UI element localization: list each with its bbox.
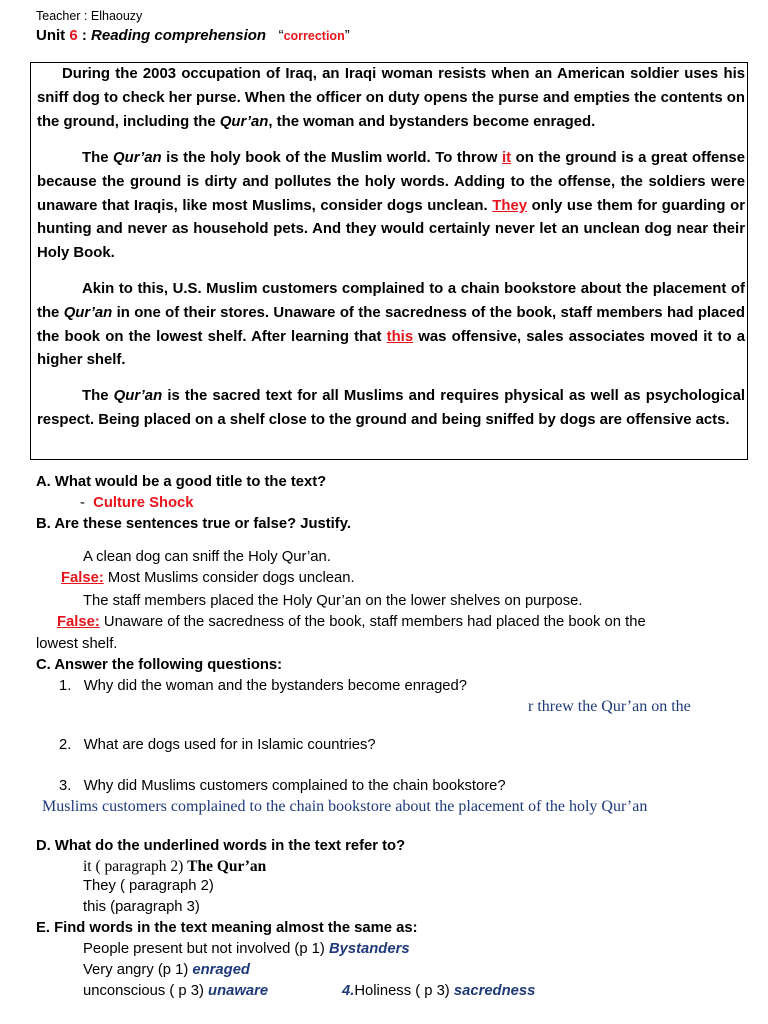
word-1: People present but not involved (p 1) Bystanders <box>83 941 410 957</box>
underlined-this: this <box>386 328 414 345</box>
statement-2: The staff members placed the Holy Qur’an on the lower shelves on purpose. <box>83 593 583 609</box>
question-a: A. What would be a good title to the text? <box>36 474 327 490</box>
unit-number: 6 <box>69 27 78 44</box>
question-c: C. Answer the following questions: <box>36 657 283 673</box>
correction-label: “correction” <box>270 27 350 44</box>
question-d: D. What do the underlined words in the text refer to? <box>36 838 406 854</box>
unit-separator: : <box>81 27 87 44</box>
word-1-answer: Bystanders <box>328 941 410 957</box>
paragraph-4: The Qur’an is the sacred text for all Muslims and requires physical as well as psychological respect. Being placed on a shelf close to the ground and being sniffed by dogs are offensive acts. <box>37 388 745 428</box>
answer-a: - Culture Shock <box>80 495 194 511</box>
false-label-2: False: <box>57 614 100 630</box>
question-b: B. Are these sentences true or false? Justify. <box>36 516 351 532</box>
reference-they: They ( paragraph 2) <box>83 878 214 894</box>
word-4: 4.Holiness ( p 3) sacredness <box>342 983 536 999</box>
reference-this: this (paragraph 3) <box>83 899 200 915</box>
paragraph-3: Akin to this, U.S. Muslim customers complained to a chain bookstore about the placement of the Qur’an in one of their stores. Unaware of the sacredness of the book, staff members had placed the book on the lowest shelf. After learning that this was offensive, sales associates moved it to a higher shelf. <box>37 281 745 369</box>
answer-c1: r threw the Qur’an on the <box>528 698 691 715</box>
question-c1: 1. Why did the woman and the bystanders become enraged? <box>59 678 467 694</box>
teacher-name: Teacher : Elhaouzy <box>36 9 143 23</box>
reading-text-box <box>30 62 748 460</box>
false-label-1: False: <box>61 570 104 586</box>
reference-it-answer: The Qur’an <box>187 858 267 875</box>
unit-heading <box>36 27 350 44</box>
answer-a-title: Culture Shock <box>93 495 194 511</box>
statement-2-correction-cont: lowest shelf. <box>36 636 118 652</box>
underlined-it: it <box>501 150 512 166</box>
unit-label: Unit <box>36 27 66 44</box>
statement-2-correction: False: Unaware of the sacredness of the book, staff members had placed the book on the <box>57 614 646 630</box>
question-c3: 3. Why did Muslims customers complained to the chain bookstore? <box>59 778 506 794</box>
statement-1-correction: False: Most Muslims consider dogs unclean. <box>61 570 355 586</box>
question-c2: 2. What are dogs used for in Islamic countries? <box>59 737 376 753</box>
unit-title: Reading comprehension <box>91 27 267 44</box>
paragraph-2: The Qur’an is the holy book of the Muslim world. To throw it on the ground is a great offense because the ground is dirty and pollutes the holy words. Adding to the offense, the soldiers were unaware that Iraqis, like most Muslims, consider dogs unclean. They only use them for guarding or hunting and never as household pets. And they would certainly never let an unclean dog near their Holy Book. <box>37 150 745 262</box>
paragraph-1: During the 2003 occupation of Iraq, an Iraqi woman resists when an American soldier uses his sniff dog to check her purse. When the officer on duty opens the purse and empties the contents on the ground, including the Qur’an, the woman and bystanders become enraged. <box>37 66 745 130</box>
question-e: E. Find words in the text meaning almost the same as: <box>36 920 418 936</box>
word-3: unconscious ( p 3) unaware <box>83 983 269 999</box>
reference-it: it ( paragraph 2) The Qur’an <box>83 858 267 875</box>
word-4-answer: sacredness <box>453 983 536 999</box>
word-3-answer: unaware <box>208 983 269 999</box>
word-2-answer: enraged <box>192 962 250 978</box>
answer-c3: Muslims customers complained to the chain bookstore about the placement of the holy Qur’an <box>42 798 648 815</box>
underlined-they: They <box>492 197 528 214</box>
word-2: Very angry (p 1) enraged <box>83 962 250 978</box>
statement-1: A clean dog can sniff the Holy Qur’an. <box>83 549 331 565</box>
